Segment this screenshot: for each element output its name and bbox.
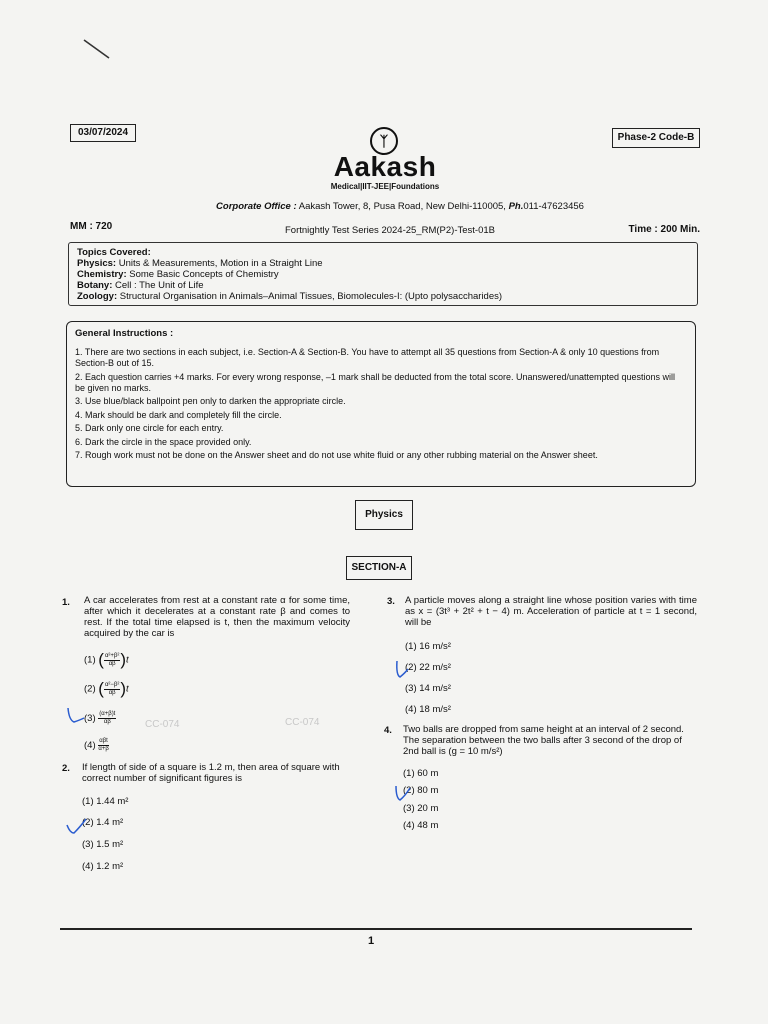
topics-box [68,242,698,306]
question-text: A car accelerates from rest at a constant rate α for some time, after which it decelerates at a constant rate β and comes to rest. If the total time elapsed is t, then the maximum velocity acquired by the car is [84,595,350,639]
option: (3) 14 m/s² [405,683,451,694]
paper-code: Phase-2 Code-B [612,128,700,148]
variable: t [126,683,129,695]
option-label: (1) [84,654,96,666]
page-number: 1 [368,935,375,947]
option: (4) 48 m [403,820,439,831]
option: (1) 60 m [403,768,439,779]
option [84,679,129,699]
max-marks: MM : 720 [70,221,113,232]
question-number: 4. [384,725,392,736]
question-text: Two balls are dropped from same height at an interval of 2 second. The separation between the two balls after 3 second of the drop of 2nd ball is (g = 10 m/s²) [403,724,684,757]
option: (1) 1.44 m² [82,796,129,807]
numerator: (α+β)t [99,711,116,717]
option: (3) 1.5 m² [82,839,124,850]
instruction-item: 5. Dark only one circle for each entry. [75,423,224,433]
general-instructions [66,321,696,487]
fraction [104,653,120,668]
instruction-item: 3. Use blue/black ballpoint pen only to darken the appropriate circle. [75,396,346,406]
footer-divider [60,928,692,930]
corp-address: Aakash Tower, 8, Pusa Road, New Delhi-110005, [296,201,509,212]
watermark: CC-074 [285,717,320,728]
numerator: α²−β² [104,681,120,688]
question-number: 1. [62,597,70,608]
topic-text: Some Basic Concepts of Chemistry [126,269,279,280]
paren-open: ( [98,650,104,669]
variable: t [126,654,129,666]
option: (1) 16 m/s² [405,641,451,652]
topic-row [77,291,689,302]
topic-label: Zoology: [77,291,118,302]
check-mark-icon [64,706,88,726]
question-number: 3. [387,596,395,607]
check-mark-icon [392,782,414,804]
check-mark-icon [64,815,88,837]
corp-label: Corporate Office : [216,201,297,212]
fraction [98,738,109,753]
brand-tagline: Medical|IIT-JEE|Foundations [330,182,440,191]
option [84,650,129,670]
option: (3) 20 m [403,803,439,814]
paren-close: ) [120,650,127,669]
fraction [104,682,120,697]
option-label: (3) [84,713,96,725]
topic-label: Physics: [77,258,117,269]
paren-open: ( [98,679,104,698]
topic-row [77,258,689,269]
fraction [98,711,116,726]
topic-text: Structural Organisation in Animals–Animal Tissues, Biomolecules-I: (Upto polysaccharides) [117,291,503,302]
paren-close: ) [120,679,127,698]
watermark: CC-074 [145,719,180,730]
option [84,711,116,726]
instructions-heading: General Instructions : [75,328,174,339]
corp-phone-label: Ph. [508,201,524,212]
numerator: αβt [99,738,108,744]
question-number: 2. [62,763,70,774]
topics-heading: Topics Covered: [77,247,151,258]
option: (2) 80 m [403,785,439,796]
instruction-item: 6. Dark the circle in the space provided only. [75,436,252,447]
option: (4) 1.2 m² [82,861,124,872]
time-limit: Time : 200 Min. [628,224,700,235]
option [84,738,109,753]
subject-label: Physics [355,500,413,530]
option-label: (4) [84,740,96,752]
section-label: SECTION-A [346,556,412,580]
aakash-logo-icon: ᛉ [370,127,398,155]
denominator: αβ [103,719,111,725]
topic-row [77,280,689,291]
numerator: α²+β² [104,652,120,659]
instruction-item: 2. Each question carries +4 marks. For every wrong response, –1 mark shall be deducted from the total score. Unanswered/unattempted questions will be given no marks. [75,371,676,393]
brand-name: Aakash [333,151,437,182]
option: (2) 22 m/s² [405,662,451,673]
topic-row [77,269,689,280]
denominator: αβ [108,689,116,696]
question-text: A particle moves along a straight line whose position varies with time as x = (3t³ + 2t² + t − 4) m. Acceleration of particle at t = 1 second, will be [405,595,697,628]
denominator: α+β [98,746,109,752]
option: (2) 1.4 m² [82,817,124,828]
instruction-item: 7. Rough work must not be done on the Answer sheet and do not use white fluid or any other rubbing material on the Answer sheet. [75,450,598,460]
test-series: Fortnightly Test Series 2024-25_RM(P2)-Test-01B [285,225,495,236]
test-date: 03/07/2024 [70,124,136,142]
corporate-office [120,201,680,212]
check-mark-icon [392,657,412,681]
option-label: (2) [84,683,96,695]
instruction-item: 4. Mark should be dark and completely fill the circle. [75,409,282,420]
question-text: If length of side of a square is 1.2 m, then area of square with correct number of significant figures is [82,762,340,784]
pen-mark [82,38,112,62]
topic-label: Botany: [77,280,113,291]
topic-text: Cell : The Unit of Life [112,280,204,291]
topic-text: Units & Measurements, Motion in a Straight Line [116,258,323,269]
corp-phone: 011-47623456 [523,201,584,212]
instruction-item: 1. There are two sections in each subject, i.e. Section-A & Section-B. You have to attempt all 35 questions from Section-A & only 10 questions from Section-B out of 15. [75,347,660,368]
topic-label: Chemistry: [77,269,127,280]
denominator: αβ [108,660,116,667]
option: (4) 18 m/s² [405,704,451,715]
